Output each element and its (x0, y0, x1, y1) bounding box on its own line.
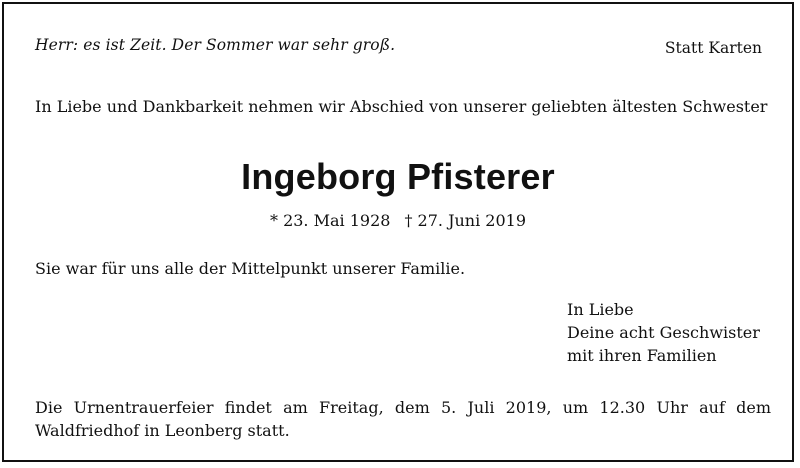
ceremony-text: Die Urnentrauerfeier findet am Freitag, dem 5. Juli 2019, um 12.30 Uhr auf dem Waldfriedhof in Leonberg statt. (35, 398, 771, 440)
signature-line-1: In Liebe (567, 300, 634, 319)
signature-line-3: mit ihren Familien (567, 346, 717, 365)
quote-line: Herr: es ist Zeit. Der Sommer war sehr groß. (35, 36, 396, 54)
tribute-text: Sie war für uns alle der Mittelpunkt unserer Familie. (35, 259, 466, 278)
deceased-name: Ingeborg Pfisterer (241, 156, 555, 197)
statt-karten-label: Statt Karten (664, 39, 762, 57)
signature-block (567, 298, 760, 367)
intro-text: In Liebe und Dankbarkeit nehmen wir Abschied von unserer geliebten ältesten Schwester (35, 97, 768, 116)
signature-line-2: Deine acht Geschwister (567, 323, 760, 342)
death-date: † 27. Juni 2019 (404, 211, 527, 230)
obituary-notice (2, 2, 794, 462)
birth-date: * 23. Mai 1928 (269, 211, 391, 230)
life-dates (4, 211, 792, 230)
